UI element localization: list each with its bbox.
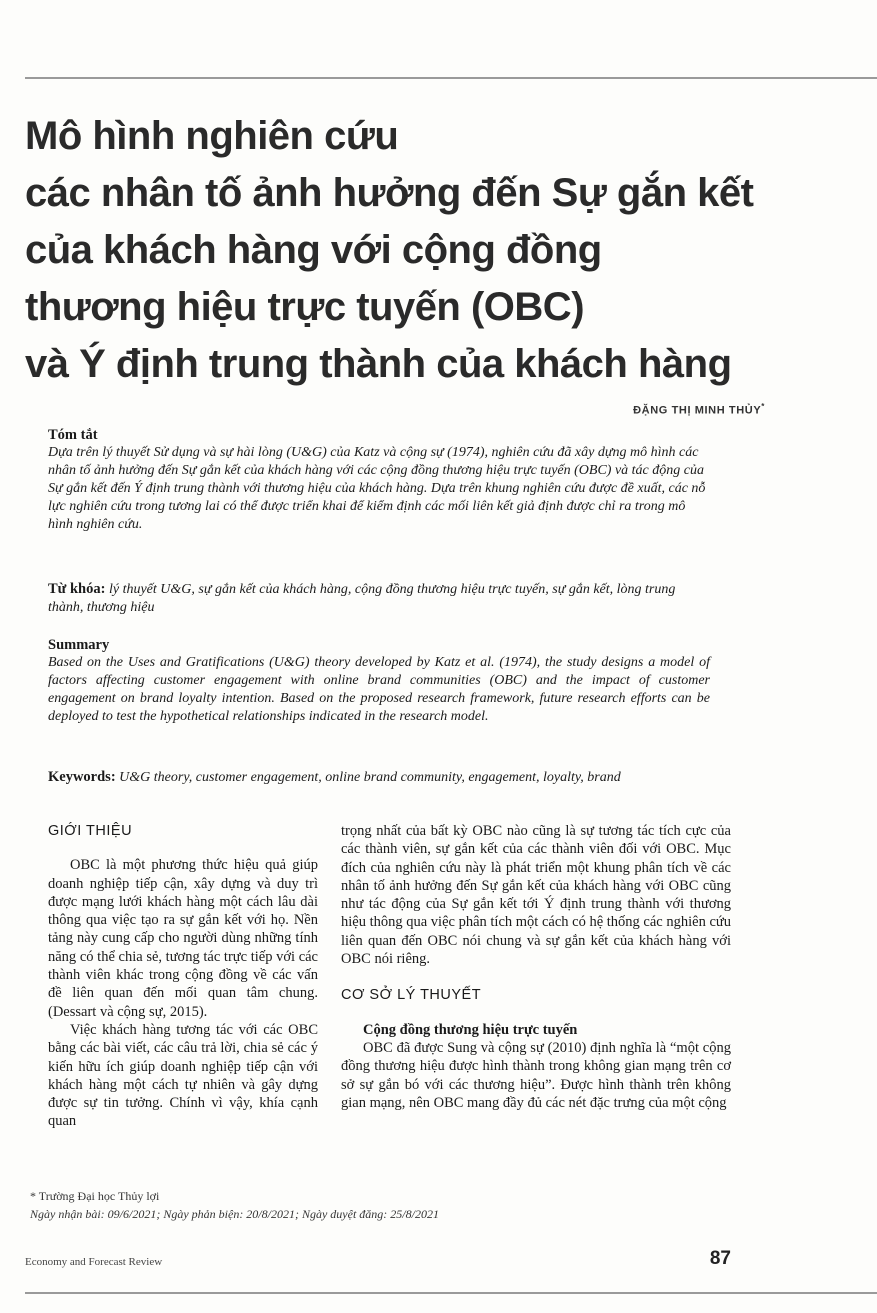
author bbox=[633, 402, 765, 417]
title-line: và Ý định trung thành của khách hàng bbox=[25, 342, 732, 386]
keywords-vietnamese bbox=[48, 580, 710, 617]
title-line: của khách hàng với cộng đồng bbox=[25, 228, 602, 272]
author-name: ĐẶNG THỊ MINH THỦY bbox=[633, 404, 762, 417]
title-line: các nhân tố ảnh hưởng đến Sự gắn kết bbox=[25, 171, 754, 215]
abstract-heading: Tóm tắt bbox=[48, 427, 98, 443]
footnote-mark: * bbox=[30, 1189, 36, 1203]
title-line: Mô hình nghiên cứu bbox=[25, 114, 399, 158]
bottom-rule bbox=[25, 1292, 877, 1294]
summary-text: Based on the Uses and Gratifications (U&G) theory developed by Katz et al. (1974), the study designs a model of factors affecting customer engagement with online brand communities (OBC) and the impact of customer engagement on brand loyalty intention. Based on the proposed research framework, future research efforts can be deployed to test the hypothetical relationships indicated in the research model. bbox=[48, 655, 710, 724]
author-footnote-mark: * bbox=[761, 402, 765, 411]
abstract-text: Dựa trên lý thuyết Sử dụng và sự hài lòng (U&G) của Katz và cộng sự (1974), nghiên cứu đã xây dựng mô hình các nhân tố ảnh hưởng đến Sự gắn kết của khách hàng với các cộng đồng thương hiệu trực tuyến (OBC) và tác động của Sự gắn kết đến Ý định trung thành với thương hiệu của khách hàng. Dựa trên khung nghiên cứu được đề xuất, các nỗ lực nghiên cứu trong tương lai có thể được triển khai để kiểm định các mối liên kết giả định được chỉ ra trong mô hình nghiên cứu. bbox=[48, 445, 706, 532]
page-number: 87 bbox=[709, 1248, 731, 1269]
paragraph: OBC là một phương thức hiệu quả giúp doanh nghiệp tiếp cận, xây dựng và duy trì được mạng lưới khách hàng một cách lâu dài thông qua việc tạo ra sự gắn kết với họ. Nền tảng này cung cấp cho người dùng những tính năng có thể chia sẻ, tương tác trực tiếp với các thành viên khác trong cộng đồng về các vấn đề liên quan đến mối quan tâm chung. (Dessart và cộng sự, 2015). bbox=[48, 857, 318, 1020]
keywords-english bbox=[48, 768, 710, 787]
abstract-english bbox=[48, 636, 710, 726]
paragraph: trọng nhất của bất kỳ OBC nào cũng là sự tương tác tích cực của các thành viên, sự gắn kết của các thành viên đối với OBC. Mục đích của nghiên cứu này là phát triển một khung phân tích về các nhân tố ảnh hưởng đến Sự gắn kết của khách hàng với OBC cũng như tác động của Sự gắn kết tới Ý định trung thành với thương hiệu thông qua việc phân tích một cách có hệ thống các nghiên cứu liên quan đến OBC nói chung và sự gắn kết của khách hàng với OBC nói riêng. bbox=[341, 823, 731, 968]
section-heading-introduction: GIỚI THIỆU bbox=[48, 823, 133, 839]
abstract-vietnamese bbox=[48, 426, 710, 534]
keywords-en-text: U&G theory, customer engagement, online brand community, engagement, loyalty, brand bbox=[119, 770, 621, 785]
title-line: thương hiệu trực tuyến (OBC) bbox=[25, 285, 585, 329]
top-rule bbox=[25, 77, 877, 79]
journal-name: Economy and Forecast Review bbox=[25, 1256, 163, 1268]
keywords-text: lý thuyết U&G, sự gắn kết của khách hàng, cộng đồng thương hiệu trực tuyến, sự gắn kết, lòng trung thành, thương hiệu bbox=[48, 582, 676, 615]
keywords-en-label: Keywords: bbox=[48, 769, 116, 785]
footnote bbox=[30, 1187, 439, 1223]
footnote-dates: Ngày nhận bài: 09/6/2021; Ngày phản biện: 20/8/2021; Ngày duyệt đăng: 25/8/2021 bbox=[30, 1207, 439, 1221]
footnote-affiliation bbox=[30, 1187, 439, 1205]
left-column bbox=[48, 822, 318, 1131]
paragraph: Việc khách hàng tương tác với các OBC bằng các bài viết, các câu trả lời, chia sẻ các ý kiến hữu ích giúp doanh nghiệp tiếp cận với khách hàng một cách tự nhiên và gây dựng được sự tin tưởng. Chính vì vậy, khía cạnh quan bbox=[48, 1021, 318, 1130]
subsection-heading: Cộng đồng thương hiệu trực tuyến bbox=[363, 1021, 578, 1038]
keywords-label: Từ khóa: bbox=[48, 581, 106, 597]
article-title bbox=[25, 108, 855, 393]
section-heading-theory: CƠ SỞ LÝ THUYẾT bbox=[341, 987, 482, 1004]
right-column bbox=[341, 822, 731, 1112]
paragraph: OBC đã được Sung và cộng sự (2010) định nghĩa là “một cộng đồng thương hiệu được hình thành trong không gian mạng trên cơ sở sự gắn bó với các thương hiệu”. Được hình thành trên không gian mạng, nên OBC mang đầy đủ các nét đặc trưng của một cộng bbox=[341, 1039, 731, 1111]
summary-heading: Summary bbox=[48, 637, 110, 653]
affiliation-text: Trường Đại học Thủy lợi bbox=[38, 1189, 160, 1203]
